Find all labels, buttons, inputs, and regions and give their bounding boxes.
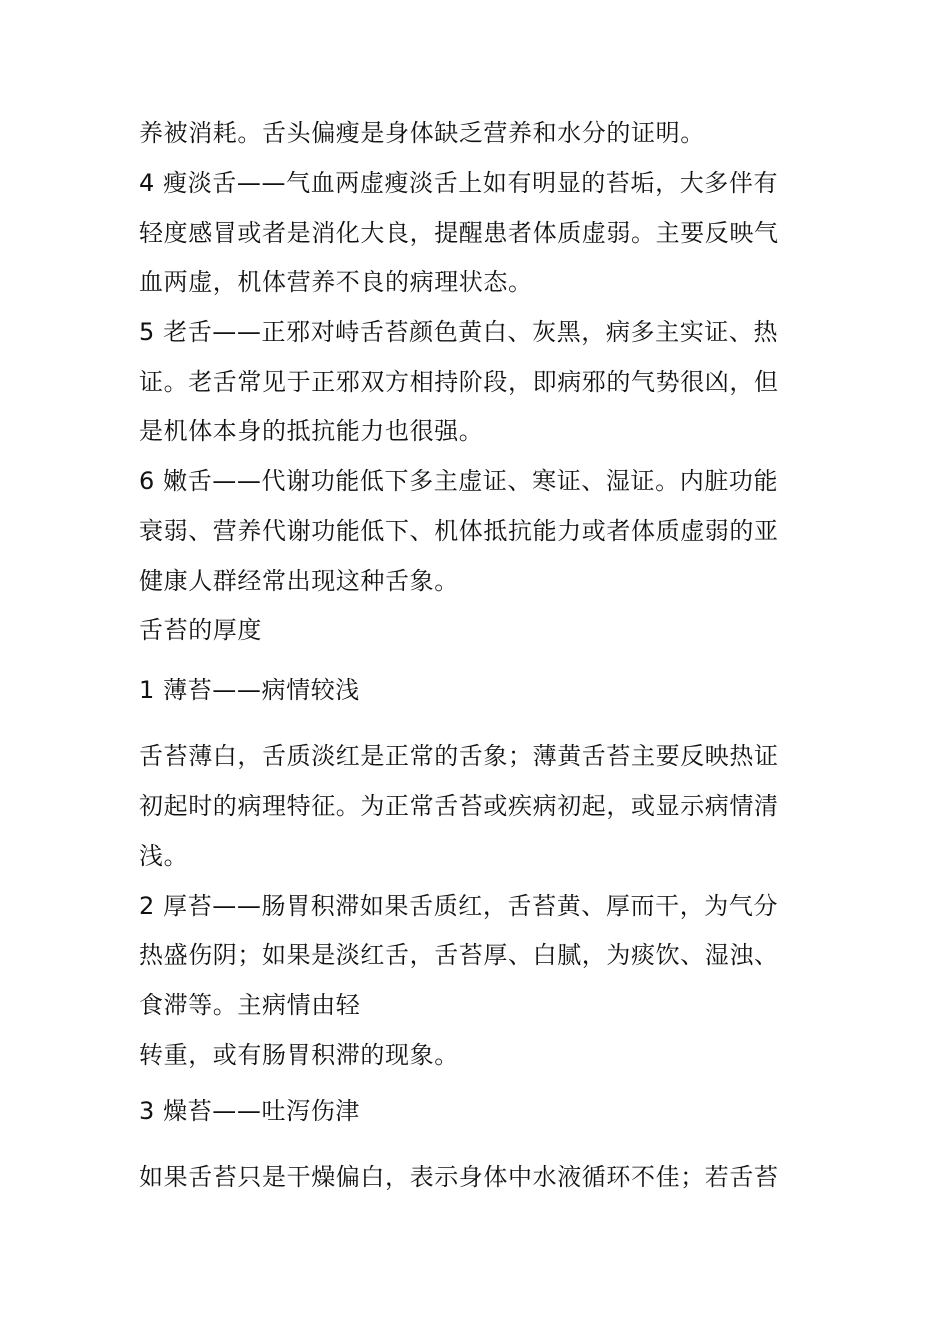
text-line: 6 嫩舌——代谢功能低下多主虚证、寒证、湿证。内脏功能 xyxy=(139,467,779,495)
section-heading: 舌苔的厚度 xyxy=(139,616,262,644)
text-line: 是机体本身的抵抗能力也很强。 xyxy=(139,417,484,445)
text-line: 血两虚，机体营养不良的病理状态。 xyxy=(139,268,533,296)
text-line: 健康人群经常出现这种舌象。 xyxy=(139,567,459,595)
text-line: 转重，或有肠胃积滞的现象。 xyxy=(139,1041,459,1069)
text-line: 舌苔薄白，舌质淡红是正常的舌象；薄黄舌苔主要反映热证 xyxy=(139,742,779,770)
subheading: 1 薄苔——病情较浅 xyxy=(139,676,360,704)
text-line: 养被消耗。舌头偏瘦是身体缺乏营养和水分的证明。 xyxy=(139,119,705,147)
text-line: 5 老舌——正邪对峙舌苔颜色黄白、灰黑，病多主实证、热 xyxy=(139,318,779,346)
text-line: 热盛伤阴；如果是淡红舌，舌苔厚、白腻，为痰饮、湿浊、 xyxy=(139,941,779,969)
text-line: 如果舌苔只是干燥偏白，表示身体中水液循环不佳；若舌苔 xyxy=(139,1163,779,1191)
text-line: 衰弱、营养代谢功能低下、机体抵抗能力或者体质虚弱的亚 xyxy=(139,517,779,545)
text-line: 食滞等。主病情由轻 xyxy=(139,991,361,1019)
text-line: 证。老舌常见于正邪双方相持阶段，即病邪的气势很凶，但 xyxy=(139,368,779,396)
text-line: 4 瘦淡舌——气血两虚瘦淡舌上如有明显的苔垢，大多伴有 xyxy=(139,169,779,197)
text-line: 初起时的病理特征。为正常舌苔或疾病初起，或显示病情清 xyxy=(139,792,779,820)
text-line: 轻度感冒或者是消化大良，提醒患者体质虚弱。主要反映气 xyxy=(139,219,779,247)
text-line: 浅。 xyxy=(139,842,189,870)
text-line: 2 厚苔——肠胃积滞如果舌质红，舌苔黄、厚而干，为气分 xyxy=(139,892,779,920)
subheading: 3 燥苔——吐泻伤津 xyxy=(139,1097,360,1125)
